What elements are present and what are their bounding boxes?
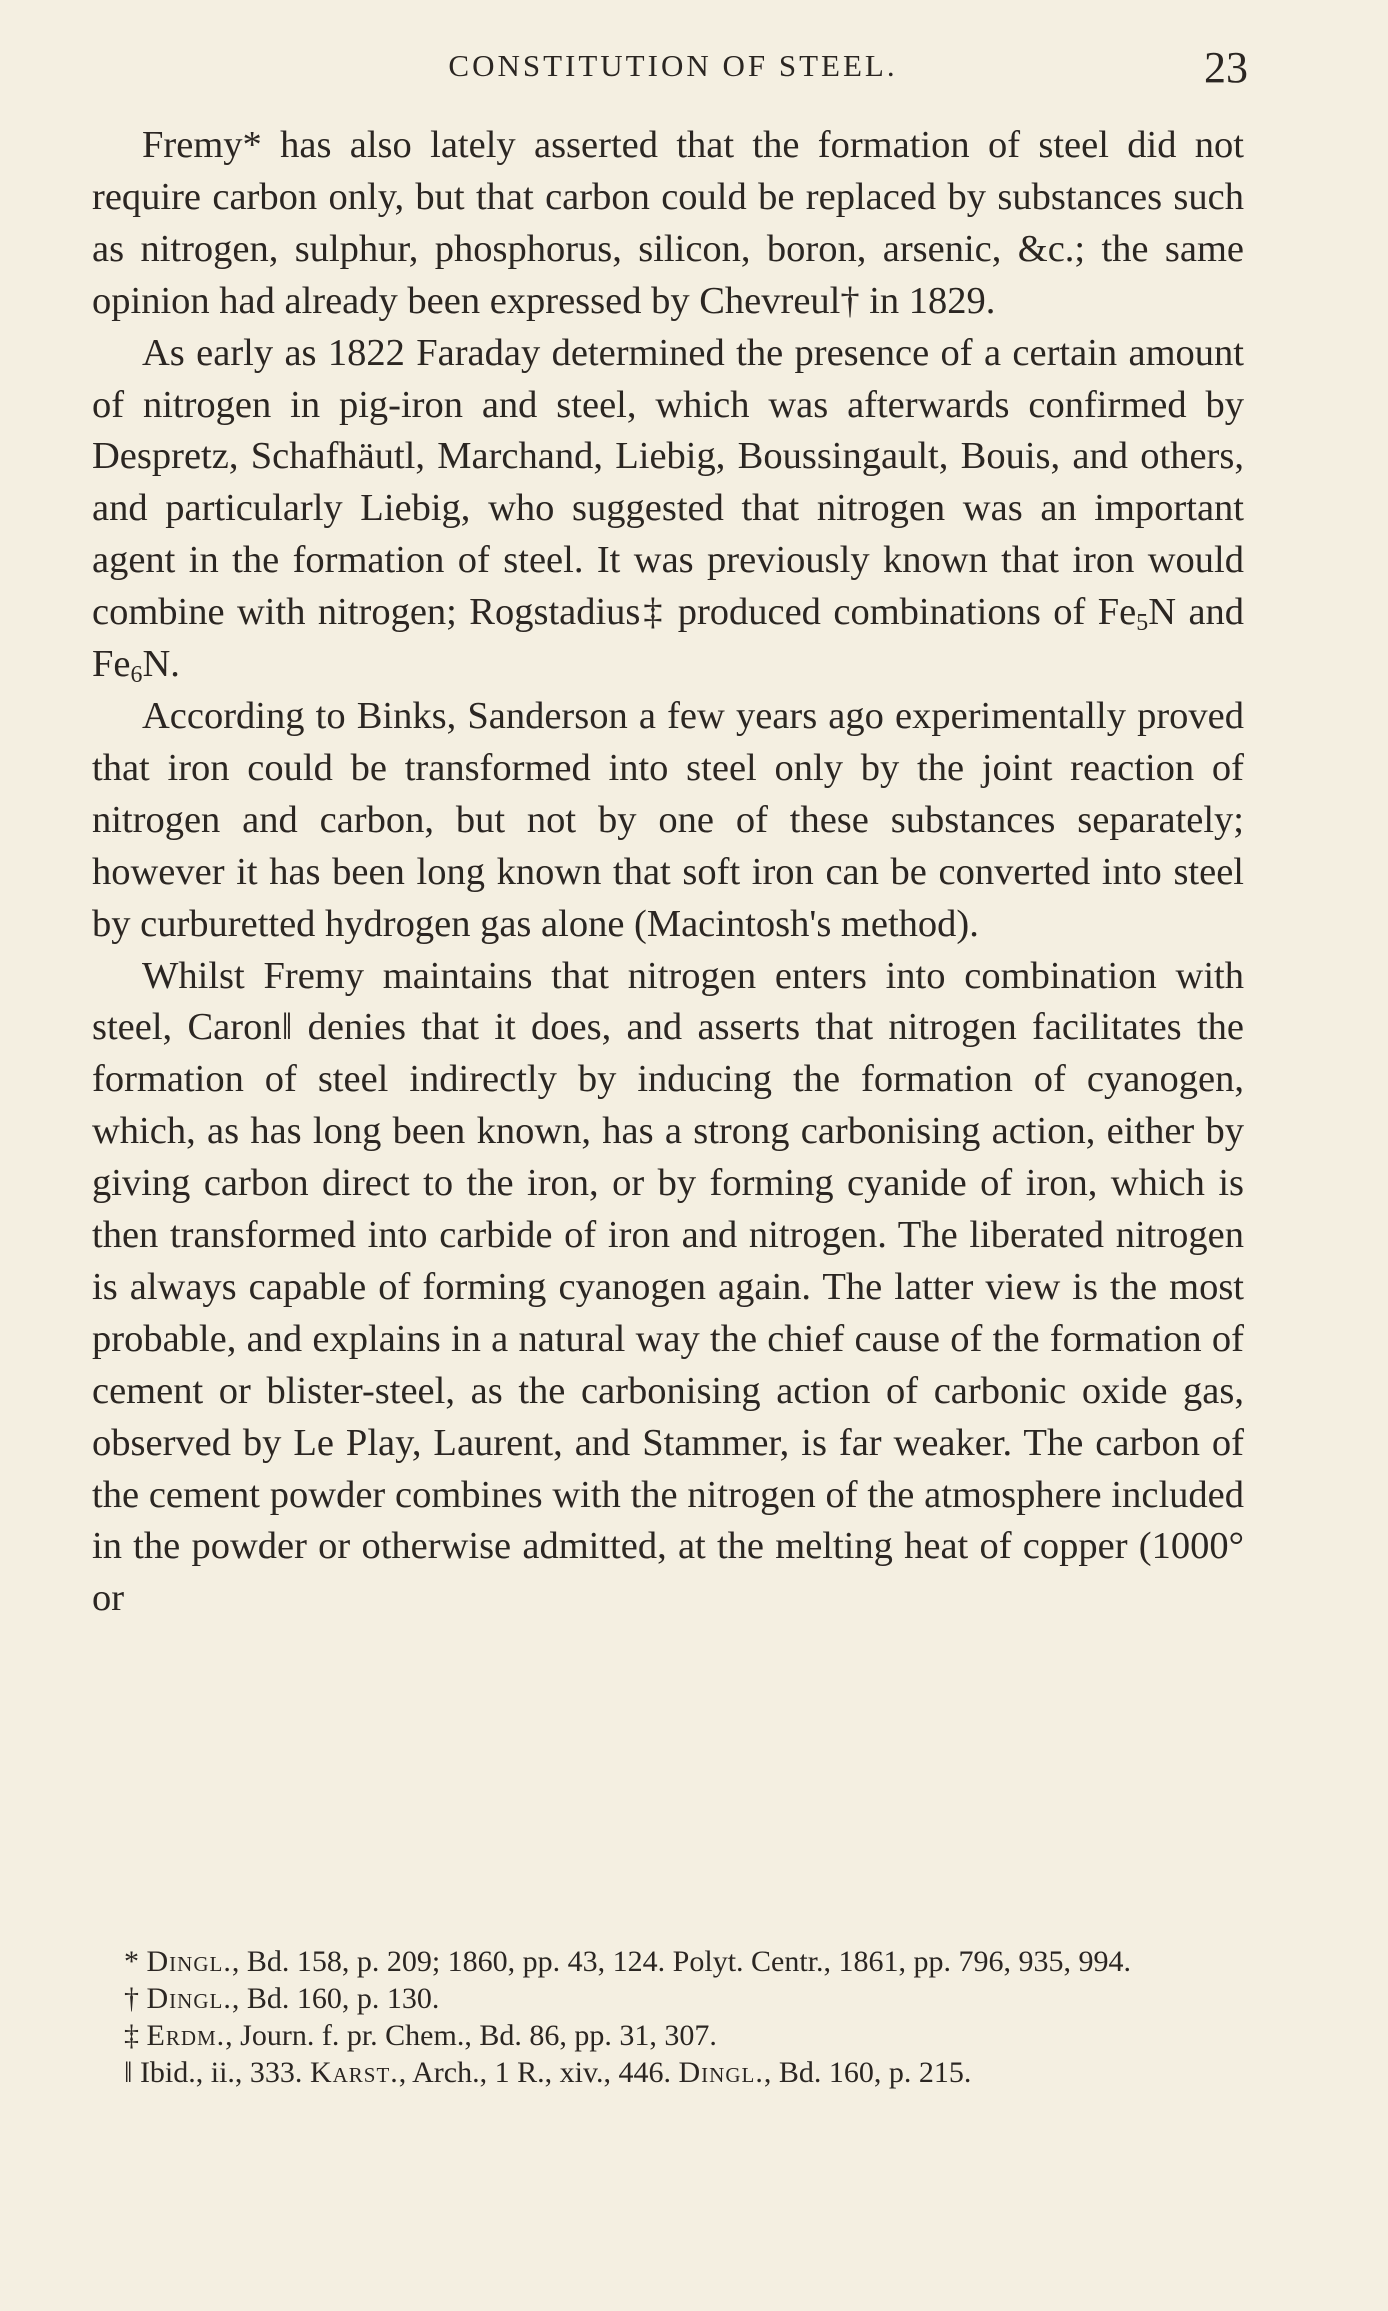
formula-fe5n: $Fe_5N$ <box>1097 591 1176 637</box>
footnote-source: Dingl. <box>678 2056 764 2089</box>
paragraph-1: Fremy* has also lately asserted that the formation of steel did not require carbon only, but that carbon could be replaced by substances such as nitrogen, sulphur, phosphorus, silicon, boron, arsenic, &c.; the same opinion had already been expressed by Chevreul† in 1829. <box>92 124 1244 322</box>
footnote-source: Erdm. <box>146 2019 226 2052</box>
footnote-mark: † <box>124 1982 139 2015</box>
footnote-source: Karst. <box>309 2056 399 2089</box>
footnote-text: , Arch., 1 R., xiv., 446. <box>398 2056 672 2089</box>
footnote-text: , Bd. 160, p. 215. <box>763 2056 972 2089</box>
running-title: CONSTITUTION OF STEEL. <box>448 48 898 83</box>
footnote-text: , Bd. 160, p. 130. <box>231 1982 440 2015</box>
footnotes <box>92 1943 1244 2091</box>
footnote-2 <box>92 1980 1244 2017</box>
footnote-source: Dingl. <box>146 1982 232 2015</box>
paragraph-4: Whilst Fremy maintains that nitrogen enters into combination with steel, Caron‖ denies that it does, and asserts that nitrogen facilitates the formation of steel indirectly by inducing the formation of cyanogen, which, as has long been known, has a strong carbonising action, either by giving carbon direct to the iron, or by forming cyanide of iron, which is then transformed into carbide of iron and nitrogen. The liberated nitrogen is always capable of forming cyanogen again. The latter view is the most probable, and explains in a natural way the chief cause of the formation of cement or blister-steel, as the carbonising action of carbonic oxide gas, observed by Le Play, Laurent, and Stammer, is far weaker. The carbon of the cement powder combines with the nitrogen of the atmosphere included in the powder or otherwise admitted, at the melting heat of copper (1000° or <box>92 954 1244 1620</box>
footnote-4 <box>92 2054 1244 2091</box>
footnote-3 <box>92 2017 1244 2054</box>
footnote-text: , Journ. f. pr. Chem., Bd. 86, pp. 31, 307. <box>225 2019 717 2052</box>
footnote-1 <box>92 1943 1244 1980</box>
page-header <box>98 42 1248 98</box>
paragraph-2-text: As early as 1822 Faraday determined the presence of a certain amount of nitrogen in pig-iron and steel, which was afterwards confirmed by Despretz, Schafhäutl, Marchand, Liebig, Boussingault, Bouis, and others, and particularly Liebig, who suggested that nitrogen was an important agent in the formation of steel. It was previously known that iron would combine with nitrogen; Rogstadius‡ produced combinations of <box>92 331 1244 634</box>
footnote-mark: * <box>124 1945 139 1978</box>
footnote-mark: ‖ <box>124 2056 133 2089</box>
footnote-source: Dingl. <box>146 1945 232 1978</box>
body-text <box>92 120 1244 1625</box>
paragraph-2 <box>92 328 1244 691</box>
formula-fe6n: $Fe_6N$. <box>92 643 180 689</box>
paragraph-3: According to Binks, Sanderson a few years ago experimentally proved that iron could be transformed into steel only by the joint reaction of nitrogen and carbon, but not by one of these substances separately; however it has been long known that soft iron can be converted into steel by curburetted hydrogen gas alone (Macintosh's method). <box>92 694 1244 945</box>
page-number: 23 <box>1204 43 1248 92</box>
footnote-text: , Bd. 158, p. 209; 1860, pp. 43, 124. Polyt. Centr., 1861, pp. 796, 935, 994. <box>231 1945 1132 1978</box>
footnote-text: Ibid., ii., 333. <box>139 2056 303 2089</box>
footnote-mark: ‡ <box>124 2019 139 2052</box>
paragraph-2-conjunction: and <box>1188 591 1245 634</box>
